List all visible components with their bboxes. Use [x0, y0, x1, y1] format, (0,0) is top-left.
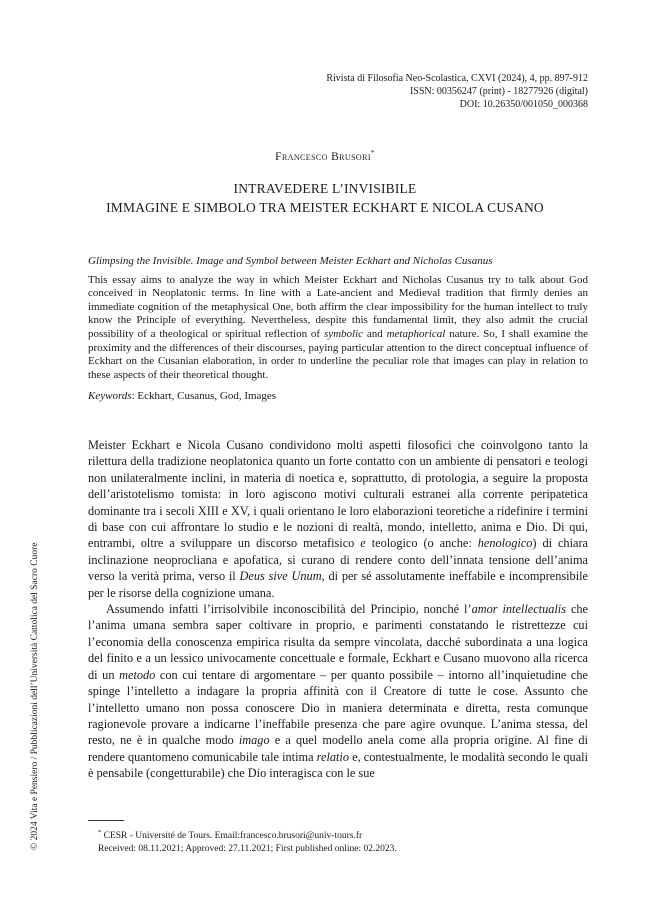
abstract: [88, 255, 588, 404]
body-emphasis: relatio: [316, 749, 349, 764]
author-footnote-mark: *: [370, 149, 375, 157]
journal-doi: DOI: 10.26350/001050_000368: [459, 99, 588, 110]
body-paragraph-1: [88, 437, 588, 601]
abstract-text-2: and: [363, 327, 387, 340]
body-text: ) di chiara inclinazione neoprocliana e apofatica, si curano di rendere conto dell’innata tensione dell’anima verso la verità prima, verso il: [88, 536, 589, 584]
body-emphasis: Deus sive Unum: [239, 569, 322, 584]
article-title: [0, 179, 650, 217]
body-paragraph-2: [88, 601, 588, 781]
abstract-emph-symbolic: symbolic: [323, 327, 364, 340]
body-text: Meister Eckhart e Nicola Cusano condividono molti aspetti filosofici che coinvolgono tanto la rilettura della tradizione neoplatonica quanto un forte contatto con un ambiente di pensatori e teologi non unilateralmente inclini, in materia di noetica e, soprattutto, di protologia, a seguire la proposta dell’aristotelismo tomista: in loro agiscono motivi culturali estranei alla corrente peripatetica dominante tra i secoli XIII e XV, i quali orientano le loro elaborazioni teoretiche a ridefinire i termini di base con cui affrontare lo studio e le nozioni di realtà, mondo, intelletto, anima e Dio. Di qui, entrambi, oltre a sviluppare un discorso metafisico: [88, 438, 588, 551]
body-text: , di per sé assolutamente ineffabile e incomprensibile per le risorse della cognizione umana.: [88, 569, 588, 600]
keywords-label: Keywords: [88, 390, 132, 403]
keywords: [88, 390, 588, 404]
title-line-1: INTRAVEDERE L’INVISIBILE: [233, 181, 417, 196]
body-text: e a quel modello anela come alla propria origine. Al fine di rendere quantomeno comunicabile tale intima: [88, 733, 588, 764]
footnotes: [98, 826, 397, 856]
journal-header: [326, 72, 588, 111]
body-emphasis: e: [360, 536, 366, 551]
abstract-body: [88, 274, 588, 383]
body-text: e, contestualmente, le modalità secondo le quali è pensabile (congetturabile) che Dio interagisca con le sue: [88, 749, 588, 781]
body-text: che l’anima umana sembra saper coltivare in proprio, e parimenti constatando le ristrettezze cui l’economia della conoscenza empirica risulta da sempre vincolata, dacché subordinata a una logica del finito e a un lessico univocamente concettuale e formale, Eckhart e Cusano muovono alla ricerca di un: [88, 602, 589, 682]
keywords-list: : Eckhart, Cusanus, God, Images: [131, 390, 277, 403]
abstract-title: Glimpsing the Invisible. Image and Symbol between Meister Eckhart and Nicholas Cusanus: [88, 255, 493, 267]
body-text: con cui tentare di argomentare – per quanto possibile – intorno all’inquietudine che spinge l’intelletto a indagare la propria affinità con il Creatore di tutte le cose. Assunto che l’intelletto umano non possa conoscere Dio in maniera determinata e diretta, resta comunque ragionevole provare a indicarne l’ineffabile presenza che pare agire ovunque. L’anima stessa, del resto, ne è in qualche modo: [88, 667, 588, 748]
author-line: [0, 149, 650, 163]
footnote-affiliation: [98, 826, 397, 843]
abstract-text-3: nature. So, I shall examine the proximity and the differences of their discourses, paying particular attention to the direct conceptual influence of Eckhart on the Cusanian elaboration, in order to underline the peculiar role that images can play in relation to these aspects of their theoretical thought.: [88, 327, 588, 381]
body-text: teologico (o anche:: [365, 536, 478, 551]
footnote-dates: Received: 08.11.2021; Approved: 27.11.2021; First published online: 02.2023.: [98, 844, 397, 855]
body-emphasis: amor intellectualis: [471, 602, 566, 617]
journal-issn: ISSN: 00356247 (print) - 18277926 (digital): [409, 86, 588, 97]
footnote-affiliation-text: CESR - Université de Tours. Email:francesco.brusori@univ-tours.fr: [101, 831, 363, 842]
title-line-2: IMMAGINE E SIMBOLO TRA MEISTER ECKHART E NICOLA CUSANO: [106, 200, 544, 215]
journal-citation: Rivista di Filosofia Neo-Scolastica, CXVI (2024), 4, pp. 897-912: [326, 73, 588, 84]
abstract-text-1: This essay aims to analyze the way in which Meister Eckhart and Nicholas Cusanus try to talk about God conceived in Neoplatonic terms. In line with a Late-ancient and Medieval tradition that firmly denies an immediate cognition of the metaphysical One, both affirm the clear impossibility for the human intellect to truly know the Principle of everything. Nevertheless, despite this fundamental limit, they also admit the crucial possibility of a theological or spiritual reflection of: [88, 273, 588, 340]
copyright-sidebar: © 2024 Vita e Pensiero / Pubblicazioni dell’Università Cattolica del Sacro Cuore: [30, 542, 40, 850]
author-name: Francesco Brusori: [275, 150, 371, 163]
body-emphasis: henologico: [477, 536, 533, 551]
article-body: [88, 437, 588, 782]
body-text: Assumendo infatti l’irrisolvibile inconoscibilità del Principio, nonché l’: [106, 602, 472, 617]
abstract-emph-metaphorical: metaphorical: [386, 327, 446, 340]
footnote-divider: [88, 820, 124, 821]
body-emphasis: imago: [238, 733, 270, 748]
footnote-mark: *: [98, 829, 102, 836]
body-emphasis: metodo: [119, 667, 156, 682]
